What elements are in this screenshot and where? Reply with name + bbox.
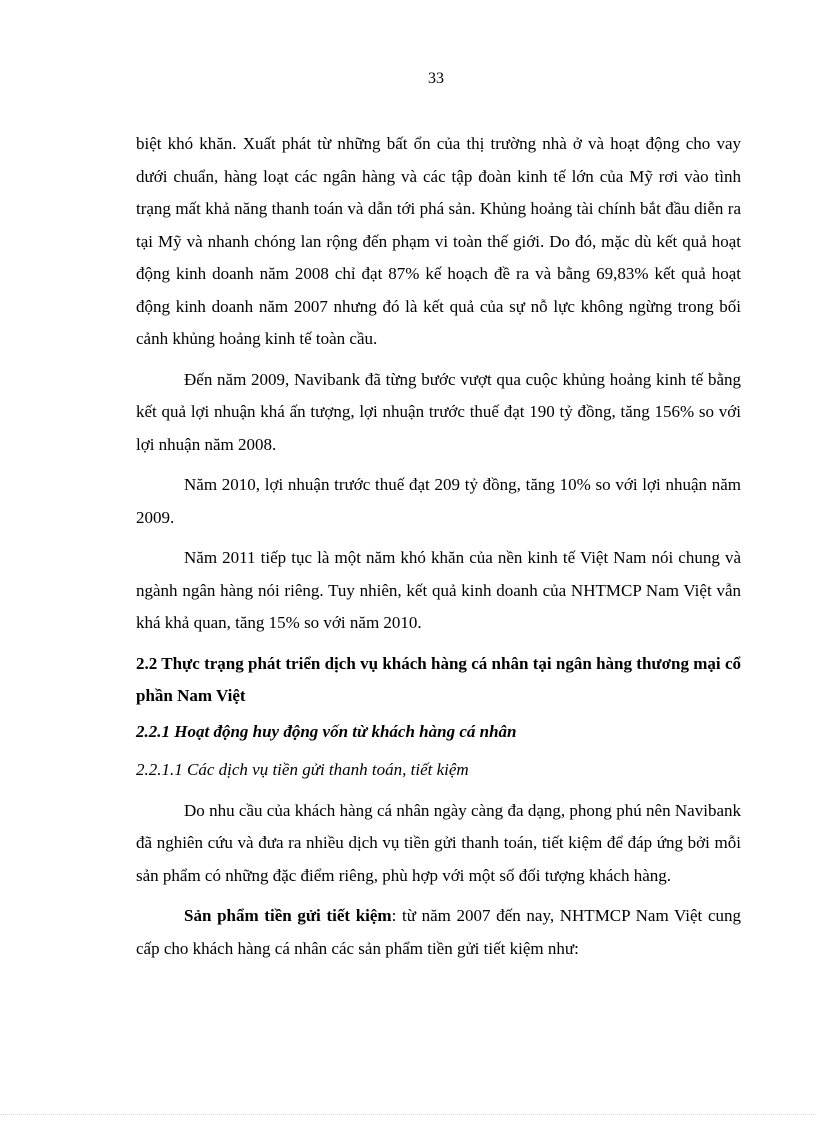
page-bottom-divider	[0, 1114, 816, 1115]
savings-product-term: Sản phẩm tiền gửi tiết kiệm	[184, 906, 392, 925]
paragraph-2010-results: Năm 2010, lợi nhuận trước thuế đạt 209 tỷ đồng, tăng 10% so với lợi nhuận năm 2009.	[136, 475, 741, 527]
paragraph-2011-results: Năm 2011 tiếp tục là một năm khó khăn của nền kinh tế Việt Nam nói chung và ngành ngân hàng nói riêng. Tuy nhiên, kết quả kinh doanh của NHTMCP Nam Việt vẫn khá khả quan, tăng 15% so với năm 2010.	[136, 548, 741, 632]
paragraph-savings-products	[136, 900, 741, 965]
paragraph-2009-results: Đến năm 2009, Navibank đã từng bước vượt qua cuộc khủng hoảng kinh tế bằng kết quả lợi nhuận khá ấn tượng, lợi nhuận trước thuế đạt 190 tỷ đồng, tăng 156% so với lợi nhuận năm 2008.	[136, 369, 741, 454]
section-heading-2-2-1-1: 2.2.1.1 Các dịch vụ tiền gửi thanh toán, tiết kiệm	[136, 760, 469, 779]
paragraph-deposit-services: Do nhu cầu của khách hàng cá nhân ngày càng đa dạng, phong phú nên Navibank đã nghiên cứu và đưa ra nhiều dịch vụ tiền gửi thanh toán, tiết kiệm để đáp ứng bởi mỗi sản phẩm có những đặc điểm riêng, phù hợp với một số đối tượng khách hàng.	[136, 800, 741, 885]
paragraph-crisis-context: biệt khó khăn. Xuất phát từ những bất ổn của thị trường nhà ở và hoạt động cho vay dưới chuẩn, hàng loạt các ngân hàng và các tập đoàn kinh tế lớn của Mỹ rơi vào tình trạng mất khả năng thanh toán và dẫn tới phá sản. Khủng hoảng tài chính bắt đầu diễn ra tại Mỹ và nhanh chóng lan rộng đến phạm vi toàn thế giới. Do đó, mặc dù kết quả hoạt động kinh doanh năm 2008 chỉ đạt 87% kế hoạch đề ra và bằng 69,83% kết quả hoạt động kinh doanh năm 2007 nhưng đó là kết quả của sự nỗ lực không ngừng trong bối cảnh khủng hoảng kinh tế toàn cầu.	[136, 134, 741, 348]
section-heading-2-2: 2.2 Thực trạng phát triển dịch vụ khách hàng cá nhân tại ngân hàng thương mại cổ phần Nam Việt	[136, 653, 741, 705]
section-heading-2-2-1: 2.2.1 Hoạt động huy động vốn từ khách hàng cá nhân	[136, 721, 517, 741]
savings-product-description: : từ năm 2007 đến nay, NHTMCP Nam Việt cung cấp cho khách hàng cá nhân các sản phẩm tiền gửi tiết kiệm như:	[136, 906, 741, 958]
page-number: 33	[428, 70, 444, 87]
page-content	[136, 128, 741, 973]
